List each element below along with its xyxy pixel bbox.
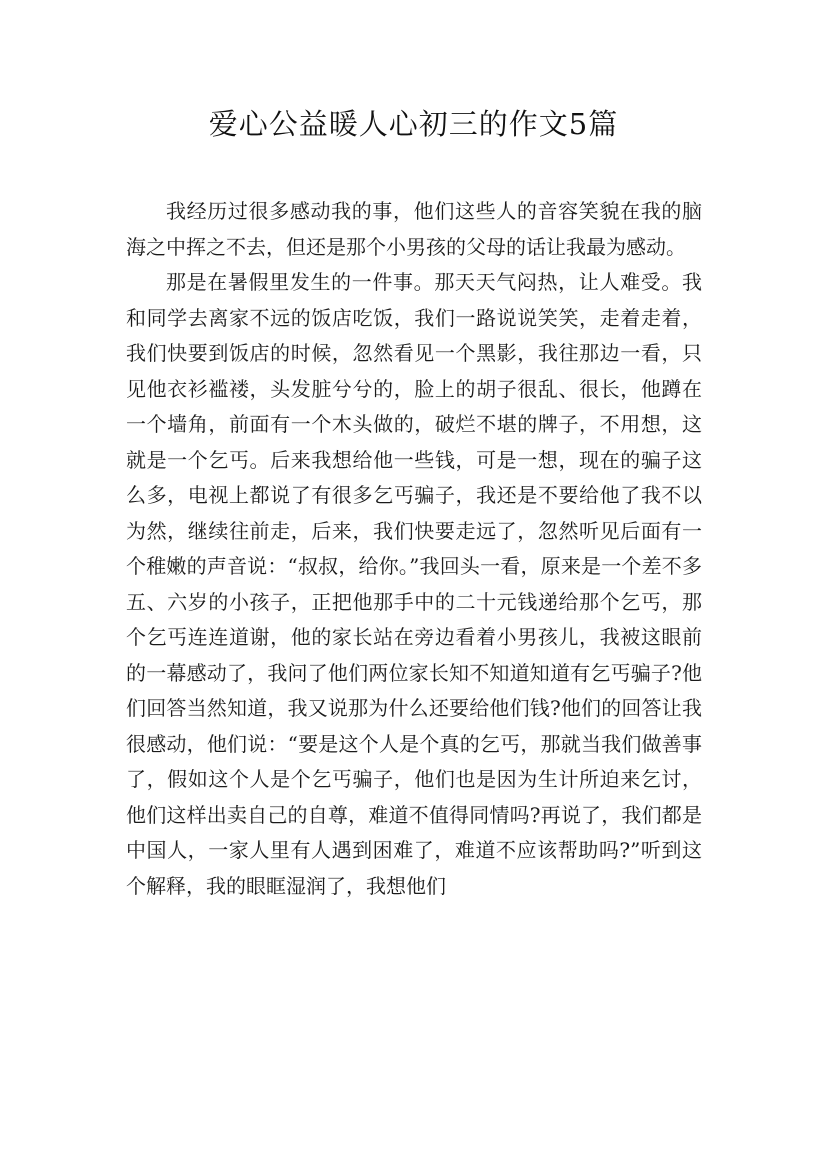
paragraph-1: 我经历过很多感动我的事，他们这些人的音容笑貌在我的脑海之中挥之不去，但还是那个小男孩的父母的话让我最为感动。: [126, 199, 702, 259]
document-body: [126, 194, 702, 904]
paragraph-2: 那是在暑假里发生的一件事。那天天气闷热，让人难受。我和同学去离家不远的饭店吃饭，我们一路说说笑笑，走着走着，我们快要到饭店的时候，忽然看见一个黑影，我往那边一看，只见他衣衫褴褛，头发脏兮兮的，脸上的胡子很乱、很长，他蹲在一个墙角，前面有一个木头做的，破烂不堪的牌子，不用想，这就是一个乞丐。后来我想给他一些钱，可是一想，现在的骗子这么多，电视上都说了有很多乞丐骗子，我还是不要给他了我不以为然，继续往前走，后来，我们快要走远了，忽然听见后面有一个稚嫩的声音说：“叔叔，给你。”我回头一看，原来是一个差不多五、六岁的小孩子，正把他那手中的二十元钱递给那个乞丐，那个乞丐连连道谢，他的家长站在旁边看着小男孩儿，我被这眼前的一幕感动了，我问了他们两位家长知不知道知道有乞丐骗子?他们回答当然知道，我又说那为什么还要给他们钱?他们的回答让我很感动，他们说：“要是这个人是个真的乞丐，那就当我们做善事了，假如这个人是个乞丐骗子，他们也是因为生计所迫来乞讨，他们这样出卖自己的自尊，难道不值得同情吗?再说了，我们都是中国人，一家人里有人遇到困难了，难道不应该帮助吗?”听到这个解释，我的眼眶湿润了，我想他们: [126, 270, 702, 898]
document-title: 爱心公益暖人心初三的作文5篇: [208, 107, 619, 141]
